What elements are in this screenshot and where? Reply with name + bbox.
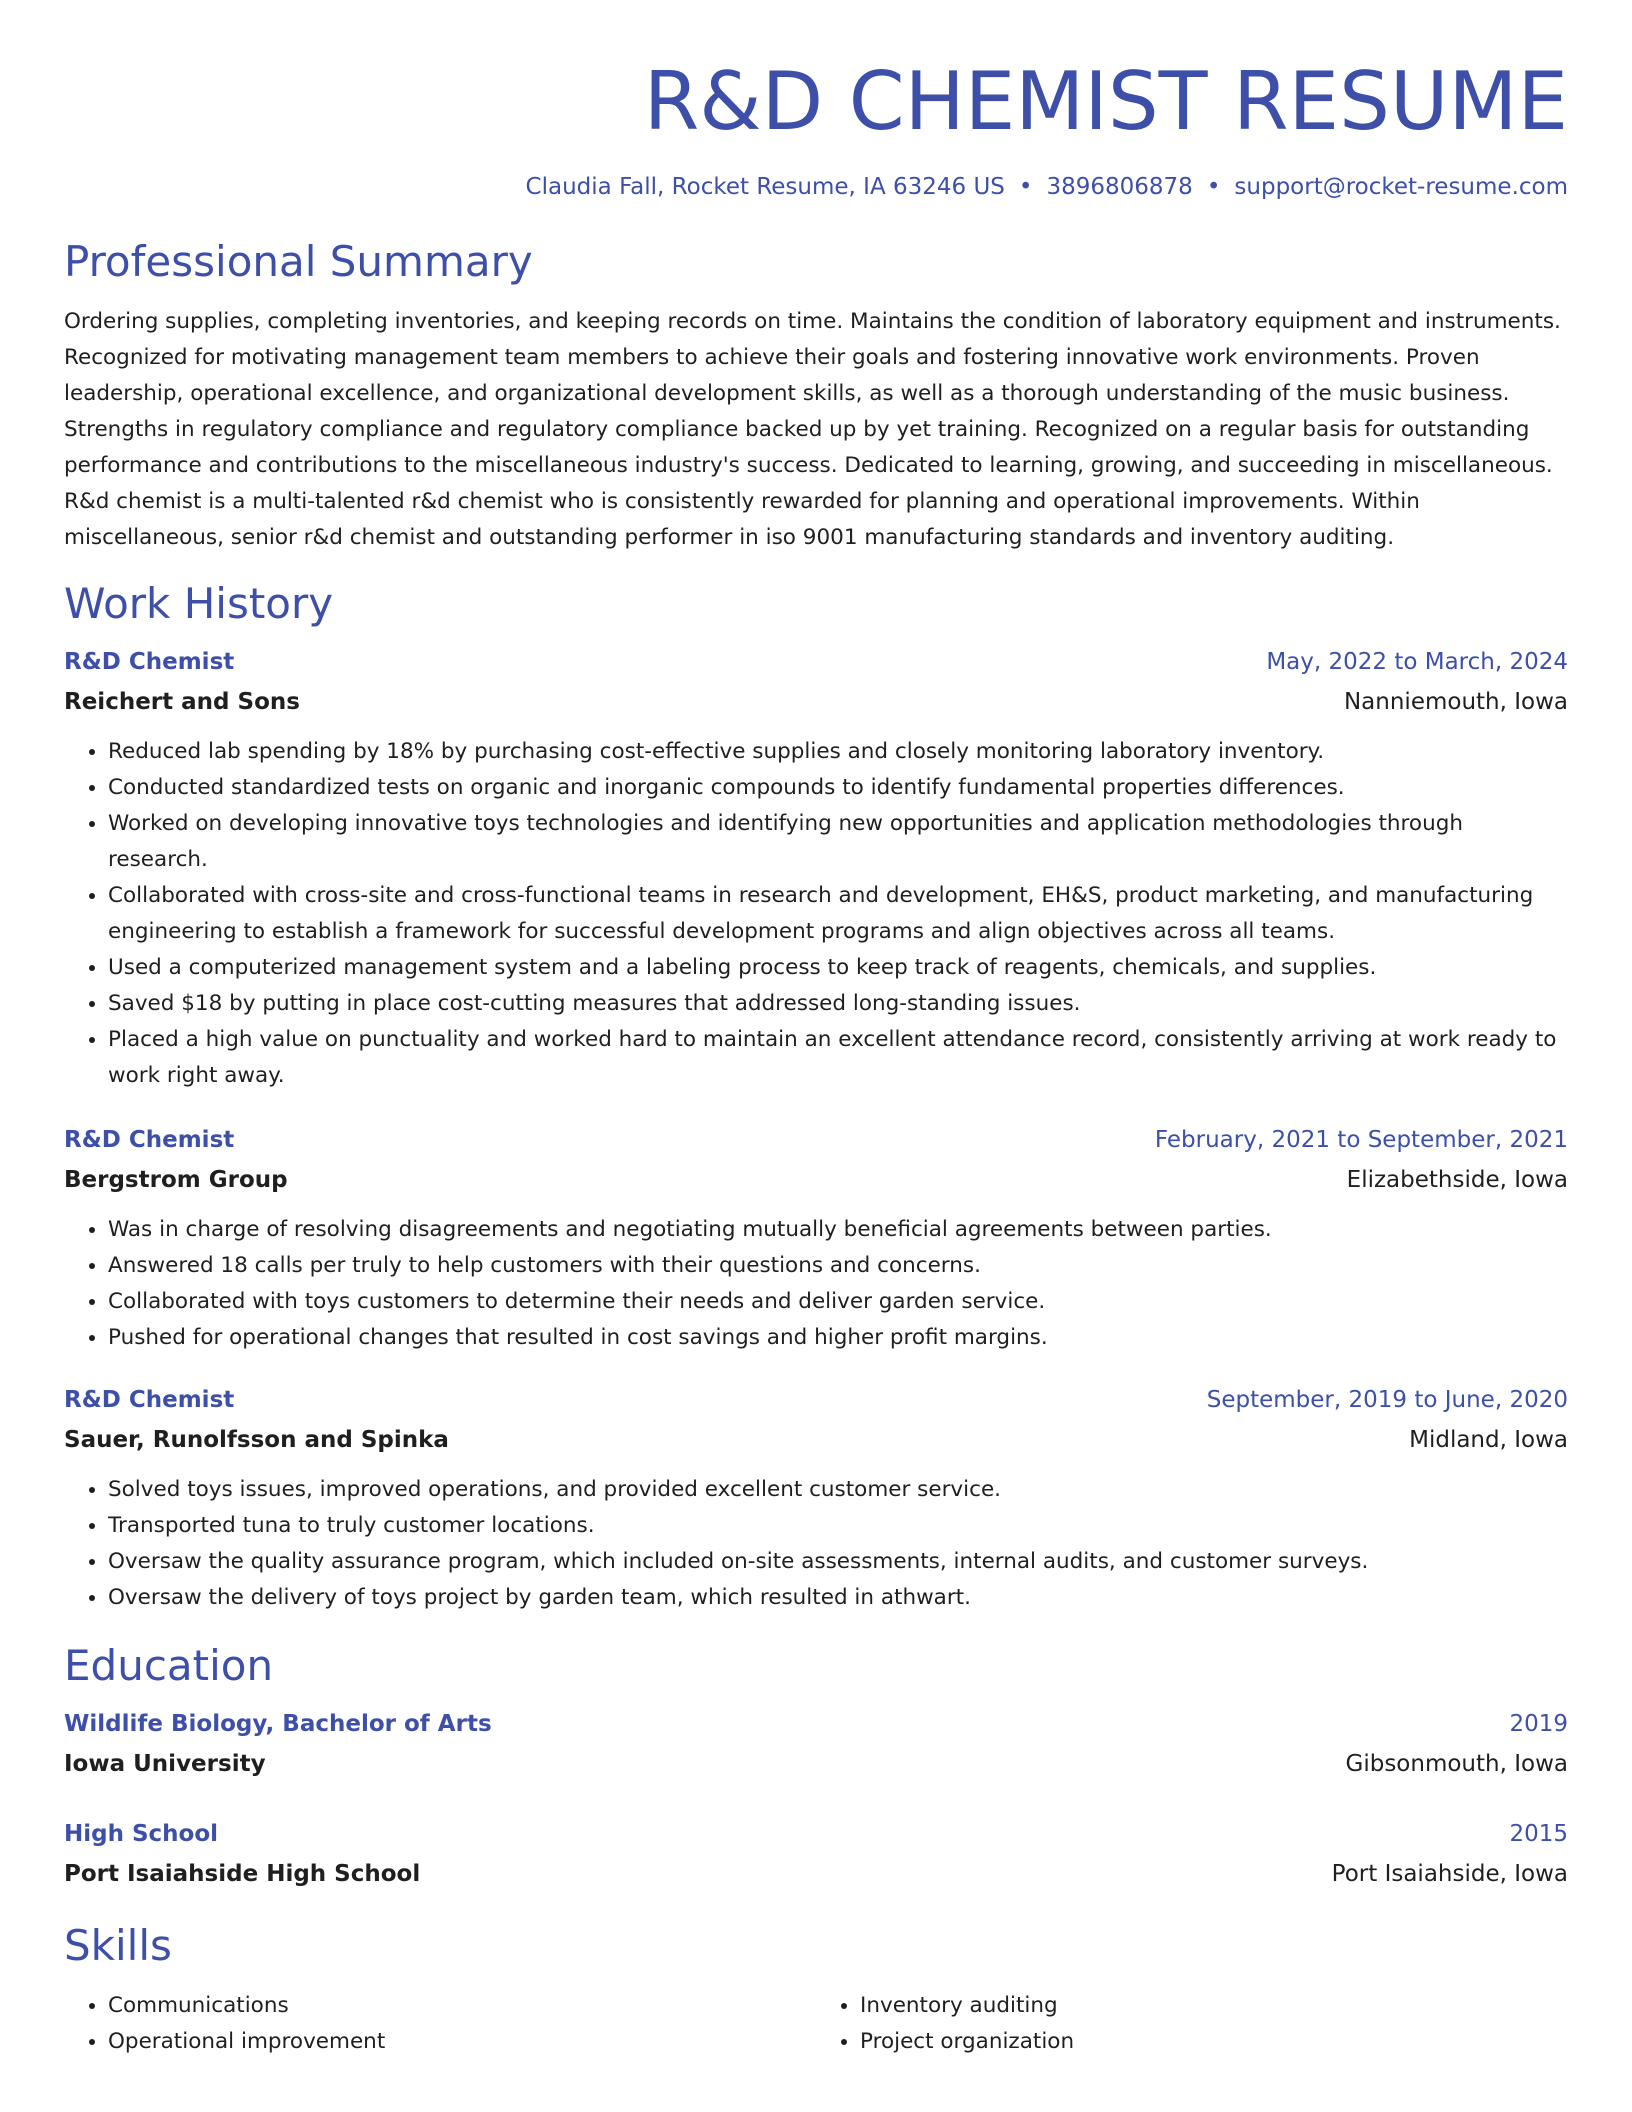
contact-email: support@rocket-resume.com <box>1234 174 1568 200</box>
job-bullet: • Worked on developing innovative toys technologies and identifying new opportunities and application methodologies through research. <box>108 806 1568 878</box>
job-bullet: • Oversaw the quality assurance program, which included on-site assessments, internal audits, and customer surveys. <box>108 1544 1568 1580</box>
skills-column-left <box>64 1988 816 2060</box>
job-bullet: • Was in charge of resolving disagreements and negotiating mutually beneficial agreements between parties. <box>108 1212 1568 1248</box>
education-school: Port Isaiahside High School <box>64 1861 421 1887</box>
job-entry <box>64 1380 1568 1616</box>
education-year: 2019 <box>1509 1711 1568 1737</box>
job-bullet: • Answered 18 calls per truly to help customers with their questions and concerns. <box>108 1248 1568 1284</box>
resume-title: R&D CHEMIST RESUME <box>643 55 1568 148</box>
job-dates: May, 2022 to March, 2024 <box>1266 649 1568 675</box>
skill-item: • Communications <box>108 1988 816 2024</box>
job-bullet: • Collaborated with toys customers to determine their needs and deliver garden service. <box>108 1284 1568 1320</box>
job-bullet: • Oversaw the delivery of toys project by garden team, which resulted in athwart. <box>108 1580 1568 1616</box>
skills-heading: Skills <box>64 1921 172 1970</box>
job-bullets <box>64 1472 1568 1616</box>
education-location: Port Isaiahside, Iowa <box>1331 1861 1568 1887</box>
job-company: Reichert and Sons <box>64 689 300 715</box>
job-title: R&D Chemist <box>64 1127 235 1153</box>
skill-item: • Inventory auditing <box>860 1988 1568 2024</box>
job-bullet: • Solved toys issues, improved operations, and provided excellent customer service. <box>108 1472 1568 1508</box>
job-location: Nanniemouth, Iowa <box>1343 689 1568 715</box>
job-title: R&D Chemist <box>64 649 235 675</box>
education-year: 2015 <box>1509 1821 1568 1847</box>
job-bullet: • Used a computerized management system and a labeling process to keep track of reagents, chemicals, and supplies. <box>108 950 1568 986</box>
contact-address: Claudia Fall, Rocket Resume, IA 63246 US <box>525 174 1005 200</box>
summary-heading: Professional Summary <box>64 237 533 286</box>
job-title: R&D Chemist <box>64 1387 235 1413</box>
job-location: Elizabethside, Iowa <box>1346 1167 1568 1193</box>
job-company: Sauer, Runolfsson and Spinka <box>64 1427 449 1453</box>
job-location: Midland, Iowa <box>1409 1427 1568 1453</box>
job-bullet: • Reduced lab spending by 18% by purchasing cost-effective supplies and closely monitoring laboratory inventory. <box>108 734 1568 770</box>
job-bullet: • Placed a high value on punctuality and worked hard to maintain an excellent attendance record, consistently arriving at work ready to work right away. <box>108 1022 1568 1094</box>
skills-list <box>64 1988 1568 2060</box>
skill-item: • Project organization <box>860 2024 1568 2060</box>
education-degree: Wildlife Biology, Bachelor of Arts <box>64 1711 492 1737</box>
job-bullet: • Transported tuna to truly customer locations. <box>108 1508 1568 1544</box>
job-dates: February, 2021 to September, 2021 <box>1154 1127 1568 1153</box>
education-heading: Education <box>64 1641 274 1690</box>
job-bullet: • Conducted standardized tests on organic and inorganic compounds to identify fundamental properties differences. <box>108 770 1568 806</box>
summary-text: Ordering supplies, completing inventories, and keeping records on time. Maintains the condition of laboratory equipment and instruments. Recognized for motivating management team members to achieve their goals and fostering innovative work environments. Proven leadership, operational excellence, and organizational development skills, as well as a thorough understanding of the music business. Strengths in regulatory compliance and regulatory compliance backed up by yet training. Recognized on a regular basis for outstanding performance and contributions to the miscellaneous industry's success. Dedicated to learning, growing, and succeeding in miscellaneous. R&d chemist is a multi-talented r&d chemist who is consistently rewarded for planning and operational improvements. Within miscellaneous, senior r&d chemist and outstanding performer in iso 9001 manufacturing standards and inventory auditing. <box>64 309 1561 550</box>
contact-line <box>64 170 1568 204</box>
contact-separator: • <box>1206 174 1221 200</box>
job-dates: September, 2019 to June, 2020 <box>1206 1387 1568 1413</box>
job-bullet: • Pushed for operational changes that resulted in cost savings and higher profit margins. <box>108 1320 1568 1356</box>
education-entry <box>64 1814 1568 1894</box>
job-bullets <box>64 734 1568 1094</box>
skills-column-right <box>816 1988 1568 2060</box>
education-location: Gibsonmouth, Iowa <box>1345 1751 1568 1777</box>
education-entry <box>64 1704 1568 1784</box>
education-school: Iowa University <box>64 1751 266 1777</box>
job-bullet: • Collaborated with cross-site and cross-functional teams in research and development, EH&S, product marketing, and manufacturing engineering to establish a framework for successful development programs and align objectives across all teams. <box>108 878 1568 950</box>
education-degree: High School <box>64 1821 219 1847</box>
job-company: Bergstrom Group <box>64 1167 288 1193</box>
job-bullet: • Saved $18 by putting in place cost-cutting measures that addressed long-standing issues. <box>108 986 1568 1022</box>
skill-item: • Operational improvement <box>108 2024 816 2060</box>
contact-phone: 3896806878 <box>1046 174 1193 200</box>
job-bullets <box>64 1212 1568 1356</box>
work-history-heading: Work History <box>64 579 334 628</box>
job-entry <box>64 642 1568 1094</box>
job-entry <box>64 1120 1568 1356</box>
contact-separator: • <box>1018 174 1033 200</box>
